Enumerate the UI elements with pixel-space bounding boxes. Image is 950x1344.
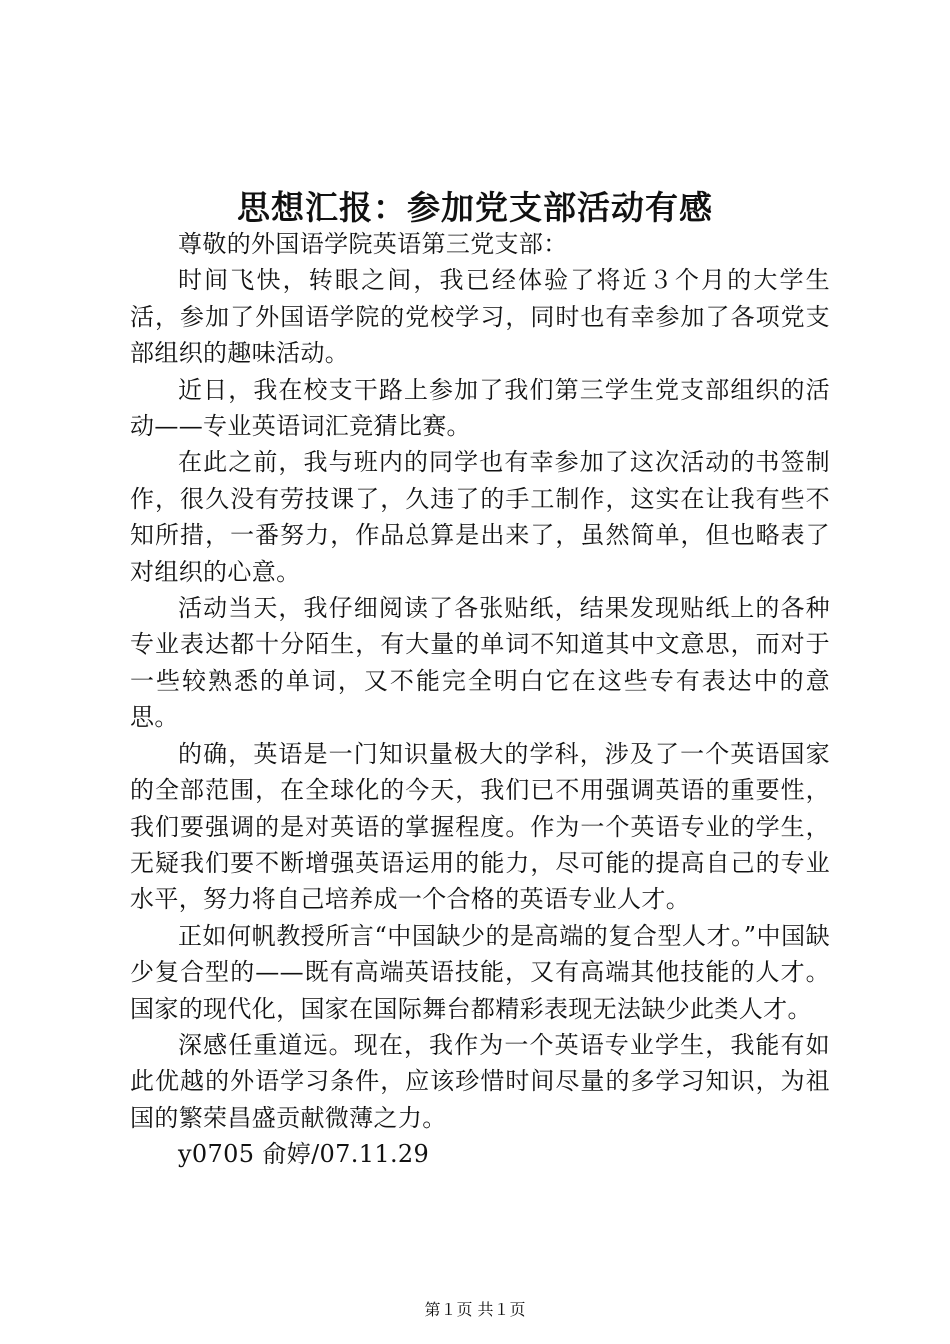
paragraph: 正如何帆教授所言“中国缺少的是高端的复合型人才。”中国缺少复合型的——既有高端英语技能，又有高端其他技能的人才。国家的现代化，国家在国际舞台都精彩表现无法缺少此类人才。 [130, 921, 830, 1023]
paragraph: 近日，我在校支干路上参加了我们第三学生党支部组织的活动——专业英语词汇竞猜比赛。 [130, 375, 830, 441]
salutation: 尊敬的外国语学院英语第三党支部： [178, 230, 568, 258]
paragraph: 在此之前，我与班内的同学也有幸参加了这次活动的书签制作，很久没有劳技课了，久违了的手工制作，这实在让我有些不知所措，一番努力，作品总算是出来了，虽然简单，但也略表了对组织的心意。 [130, 448, 830, 586]
document-body [130, 226, 830, 1173]
paragraph: 深感任重道远。现在，我作为一个英语专业学生，我能有如此优越的外语学习条件，应该珍惜时间尽量的多学习知识，为祖国的繁荣昌盛贡献微薄之力。 [130, 1030, 830, 1132]
page-footer: 第１页 共１页 [424, 1300, 526, 1319]
document-title: 思想汇报：参加党支部活动有感 [237, 188, 713, 227]
paragraph: 活动当天，我仔细阅读了各张贴纸，结果发现贴纸上的各种专业表达都十分陌生，有大量的单词不知道其中文意思，而对于一些较熟悉的单词，又不能完全明白它在这些专有表达中的意思。 [130, 594, 830, 732]
signature: y0705 俞婷/07.11.29 [178, 1140, 430, 1169]
paragraph: 时间飞快，转眼之间，我已经体验了将近３个月的大学生活，参加了外国语学院的党校学习，同时也有幸参加了各项党支部组织的趣味活动。 [130, 266, 830, 368]
paragraph: 的确，英语是一门知识量极大的学科，涉及了一个英语国家的全部范围，在全球化的今天，我们已不用强调英语的重要性，我们要强调的是对英语的掌握程度。作为一个英语专业的学生，无疑我们要不断增强英语运用的能力，尽可能的提高自己的专业水平，努力将自己培养成一个合格的英语专业人才。 [130, 739, 830, 914]
